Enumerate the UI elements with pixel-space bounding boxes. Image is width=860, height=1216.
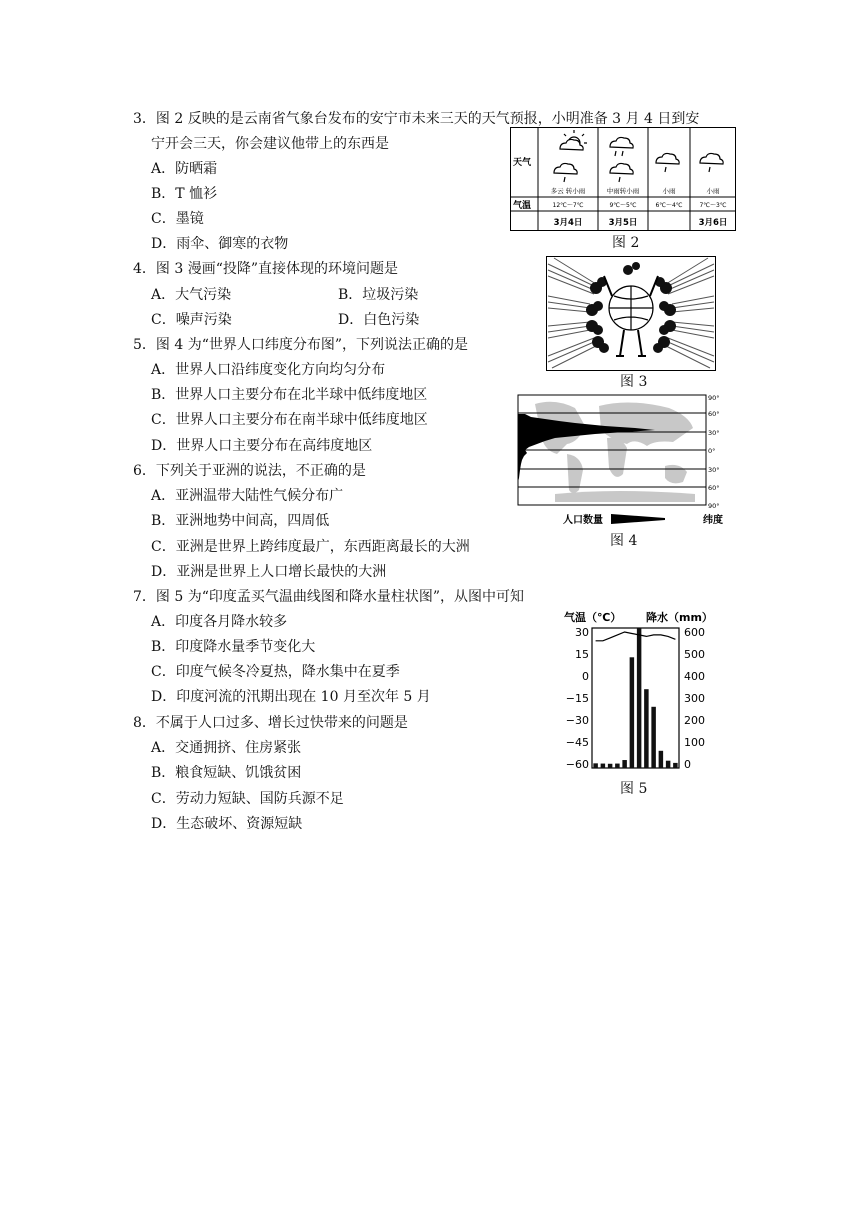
q8-option-d: D．生态破坏、资源短缺: [151, 816, 303, 832]
q5-stem: 5．图 4 为“世界人口纬度分布图”，下列说法正确的是: [133, 337, 469, 353]
figure-5-caption: 图 5: [620, 781, 648, 797]
weather-row-label: 天气: [513, 158, 532, 168]
q4-stem: 4．图 3 漫画“投降”直接体现的环境问题是: [133, 261, 399, 277]
lat-label: 60°: [708, 484, 720, 492]
q7-option-a: A．印度各月降水较多: [151, 614, 288, 630]
day2-date: 3月5日: [608, 218, 638, 228]
q8-stem: 8．不属于人口过多、增长过快带来的问题是: [133, 715, 408, 731]
figure-2-weather-forecast: [510, 127, 736, 231]
q3-option-a: A．防晒霜: [151, 161, 218, 177]
temp-tick-label: 0: [582, 670, 589, 683]
q5-option-a: A．世界人口沿纬度变化方向均匀分布: [151, 362, 386, 378]
figure-3-caption: 图 3: [620, 374, 648, 390]
precip-bar: [622, 760, 626, 768]
precip-bar: [651, 707, 655, 768]
lat-label: 30°: [708, 466, 720, 474]
day4-temp: 7℃～3℃: [699, 202, 727, 209]
precip-bar: [644, 689, 648, 768]
q3-stem-line-2: 宁开会三天，你会建议他带上的东西是: [151, 136, 389, 152]
q3-stem-line-1: 3．图 2 反映的是云南省气象台发布的安宁市未来三天的天气预报，小明准备 3 月 4 日到安: [133, 111, 700, 127]
figure-3-cartoon: [546, 256, 716, 371]
day1-date: 3月4日: [553, 218, 583, 228]
legend-label: 人口数量: [563, 515, 603, 526]
q6-option-a: A．亚洲温带大陆性气候分布广: [151, 488, 344, 504]
q3-option-c: C．墨镜: [151, 211, 204, 227]
lat-label: 60°: [708, 410, 720, 418]
precip-tick-label: 600: [684, 626, 705, 639]
temp-tick-label: −45: [565, 736, 589, 749]
precip-bar: [615, 764, 619, 768]
lat-label: 90°: [708, 502, 720, 510]
precip-bar: [637, 628, 641, 768]
q3-option-b: B．T 恤衫: [151, 186, 218, 202]
q8-option-c: C．劳动力短缺、国防兵源不足: [151, 791, 344, 807]
precip-tick-label: 0: [684, 758, 691, 771]
day3-temp: 6℃～4℃: [655, 202, 683, 209]
q3-option-d: D．雨伞、御寒的衣物: [151, 236, 289, 252]
q7-stem: 7．图 5 为“印度孟买气温曲线图和降水量柱状图”，从图中可知: [133, 589, 525, 605]
precip-tick-label: 300: [684, 692, 705, 705]
q5-option-d: D．世界人口主要分布在高纬度地区: [151, 438, 373, 454]
q5-option-c: C．世界人口主要分布在南半球中低纬度地区: [151, 412, 428, 428]
temp-tick-label: −15: [565, 692, 589, 705]
precip-bar: [673, 763, 677, 768]
q6-option-c: C．亚洲是世界上跨纬度最广，东西距离最长的大洲: [151, 539, 470, 555]
precip-bar: [630, 657, 634, 768]
q6-stem: 6．下列关于亚洲的说法，不正确的是: [133, 463, 366, 479]
q7-option-c: C．印度气候冬冷夏热，降水集中在夏季: [151, 664, 400, 680]
precip-tick-label: 500: [684, 648, 705, 661]
temp-tick-label: 15: [575, 648, 589, 661]
day3-weather: 小雨: [662, 187, 676, 195]
q4-option-b: B．垃圾污染: [338, 287, 419, 303]
day2-temp: 9℃～5℃: [609, 202, 637, 209]
lat-label: 0°: [708, 447, 716, 455]
lat-label: 90°: [708, 394, 720, 402]
precip-bar: [601, 764, 605, 768]
figure-2-caption: 图 2: [612, 235, 640, 251]
precip-bar: [593, 763, 597, 768]
legend-wedge: [611, 514, 665, 524]
q5-option-b: B．世界人口主要分布在北半球中低纬度地区: [151, 387, 428, 403]
precip-bar: [608, 764, 612, 768]
temp-tick-label: −30: [565, 714, 589, 727]
q7-option-d: D．印度河流的汛期出现在 10 月至次年 5 月: [151, 689, 431, 705]
lat-label: 30°: [708, 429, 720, 437]
q4-option-c: C．噪声污染: [151, 312, 232, 328]
day4-date: 3月6日: [698, 218, 728, 228]
figure-5-climate-chart: [562, 608, 732, 776]
q4-option-a: A．大气污染: [151, 287, 232, 303]
precip-bar: [659, 751, 663, 768]
temp-row-label: 气温: [513, 201, 532, 211]
q6-option-b: B．亚洲地势中间高，四周低: [151, 513, 330, 529]
q8-option-a: A．交通拥挤、住房紧张: [151, 740, 302, 756]
temp-axis-title: 气温（℃）: [564, 611, 622, 624]
day1-temp: 12℃～7℃: [552, 202, 584, 209]
precip-axis-title: 降水（mm）: [646, 611, 713, 624]
axis-label: 纬度: [703, 515, 723, 526]
precip-bar: [666, 761, 670, 768]
q7-option-b: B．印度降水量季节变化大: [151, 639, 316, 655]
precip-tick-label: 100: [684, 736, 705, 749]
figure-4-caption: 图 4: [610, 533, 638, 549]
q6-option-d: D．亚洲是世界上人口增长最快的大洲: [151, 564, 387, 580]
q4-option-d: D．白色污染: [338, 312, 420, 328]
precip-tick-label: 400: [684, 670, 705, 683]
temp-tick-label: −60: [565, 758, 589, 771]
day4-weather: 小雨: [706, 187, 720, 195]
latitude-labels: [708, 394, 720, 510]
day2-weather: 中雨转小雨: [606, 187, 640, 195]
precip-tick-label: 200: [684, 714, 705, 727]
figure-4-population-latitude: [515, 392, 731, 530]
temp-tick-label: 30: [575, 626, 589, 639]
q8-option-b: B．粮食短缺、饥饿贫困: [151, 765, 302, 781]
day1-weather: 多云 转小雨: [550, 187, 586, 195]
